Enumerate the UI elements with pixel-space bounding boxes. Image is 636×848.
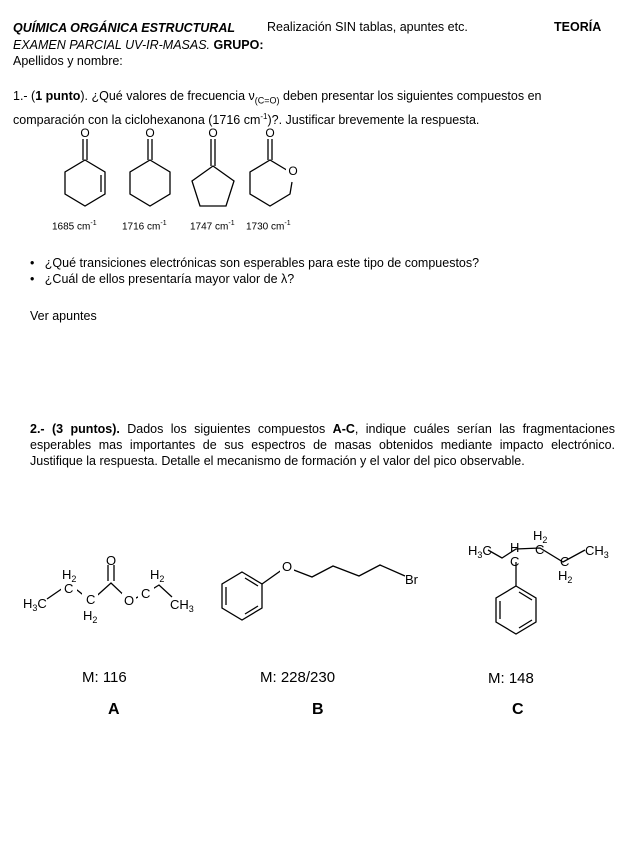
a-o-carbonyl: O [106, 555, 117, 568]
compound-c-structure [460, 522, 620, 647]
a-h2-top-left: $H_2$ [62, 567, 77, 584]
c-h2-bottom: $H_2$ [558, 568, 573, 585]
atom-o-3: O [208, 126, 218, 140]
q1-sup: -1 [260, 111, 268, 121]
atom-o-2: O [145, 126, 155, 140]
course-title: QUÍMICA ORGÁNICA ESTRUCTURAL [13, 21, 235, 35]
name-label: Apellidos y nombre: [13, 54, 123, 68]
q1-text-b: deben presentar los siguientes compuestos en comparación con la ciclohexanona (1716 cm [13, 89, 542, 127]
a-o-ester: O [124, 593, 135, 608]
exam-subtitle [13, 38, 264, 52]
label-c: C [512, 701, 524, 718]
label-a: A [108, 701, 120, 718]
mass-c: M: 148 [488, 670, 534, 687]
atom-o-ring: O [288, 164, 298, 178]
a-h2-top-right: $H_2$ [150, 567, 165, 584]
freq-4: 1730 $cm^{-1}$ [246, 220, 291, 233]
b-br: Br [405, 572, 418, 587]
exam-rule: Realización SIN tablas, apuntes etc. [267, 20, 468, 34]
q2-text-b: , indique cuáles serían las fragmentaciones esperables mas importantes de sus espectros de masas obtenidos mediante impacto electrónico. Justifique la respuesta. Detalle el mecanismo de formación y el valor del pico observable. [30, 422, 615, 468]
bullet-2: • ¿Cuál de ellos presentaría mayor valor de λ? [30, 272, 295, 286]
c-h3c: $H_3C$ [468, 543, 492, 560]
group-label: GRUPO: [213, 38, 264, 52]
q2-number: 2.- ( [30, 422, 57, 436]
q2-text-a: Dados los siguientes compuestos [119, 422, 333, 436]
label-b: B [312, 701, 324, 718]
q2-points: 3 puntos). [56, 422, 120, 436]
freq-1: 1685 $cm^{-1}$ [52, 220, 97, 233]
q1-close: ). [80, 89, 89, 103]
a-c-2: C [86, 592, 96, 607]
c-ch3: $CH_3$ [585, 543, 609, 560]
c-c-3: C [560, 554, 570, 569]
a-c-3: C [141, 586, 151, 601]
q1-text-a: ¿Qué valores de frecuencia ν [88, 89, 255, 103]
question-2-text [30, 421, 615, 469]
a-h2-bottom: $H_2$ [83, 608, 98, 625]
c-c-2: C [535, 542, 545, 557]
exam-name: EXAMEN PARCIAL UV-IR-MASAS. [13, 38, 211, 52]
cyclopentanone-ring [192, 166, 234, 206]
b-o: O [282, 559, 293, 574]
compound-a-structure [20, 555, 205, 630]
q2-compounds: A-C [332, 422, 355, 436]
cyclohexenone-ring [65, 160, 105, 206]
a-h3c: $H_3C$ [23, 596, 47, 613]
a-c-1: C [64, 581, 74, 596]
c-h2-top: $H_2$ [533, 528, 548, 545]
compound-b-structure [212, 550, 437, 630]
freq-3: 1747 $cm^{-1}$ [190, 220, 235, 233]
c-c-1: C [510, 554, 520, 569]
q1-number: 1.- ( [13, 89, 36, 103]
mass-b: M: 228/230 [260, 669, 336, 686]
lactone-ring [250, 160, 292, 206]
exam-type: TEORÍA [554, 20, 602, 34]
c-h: H [510, 540, 520, 555]
q1-text-c: )?. Justificar brevemente la respuesta. [267, 112, 480, 127]
q1-subscript: (C=O) [254, 95, 280, 106]
freq-2: 1716 $cm^{-1}$ [122, 220, 167, 233]
cyclohexanone-ring [130, 160, 170, 206]
bullet-1: • ¿Qué transiciones electrónicas son esperables para este tipo de compuestos? [30, 256, 480, 270]
answer-note: Ver apuntes [30, 309, 97, 323]
atom-o-4: O [265, 126, 275, 140]
atom-o-1: O [80, 126, 90, 140]
ketone-structures [50, 122, 320, 214]
a-ch3: $CH_3$ [170, 597, 194, 614]
q1-points: 1 punto [35, 89, 81, 103]
mass-a: M: 116 [82, 669, 127, 686]
